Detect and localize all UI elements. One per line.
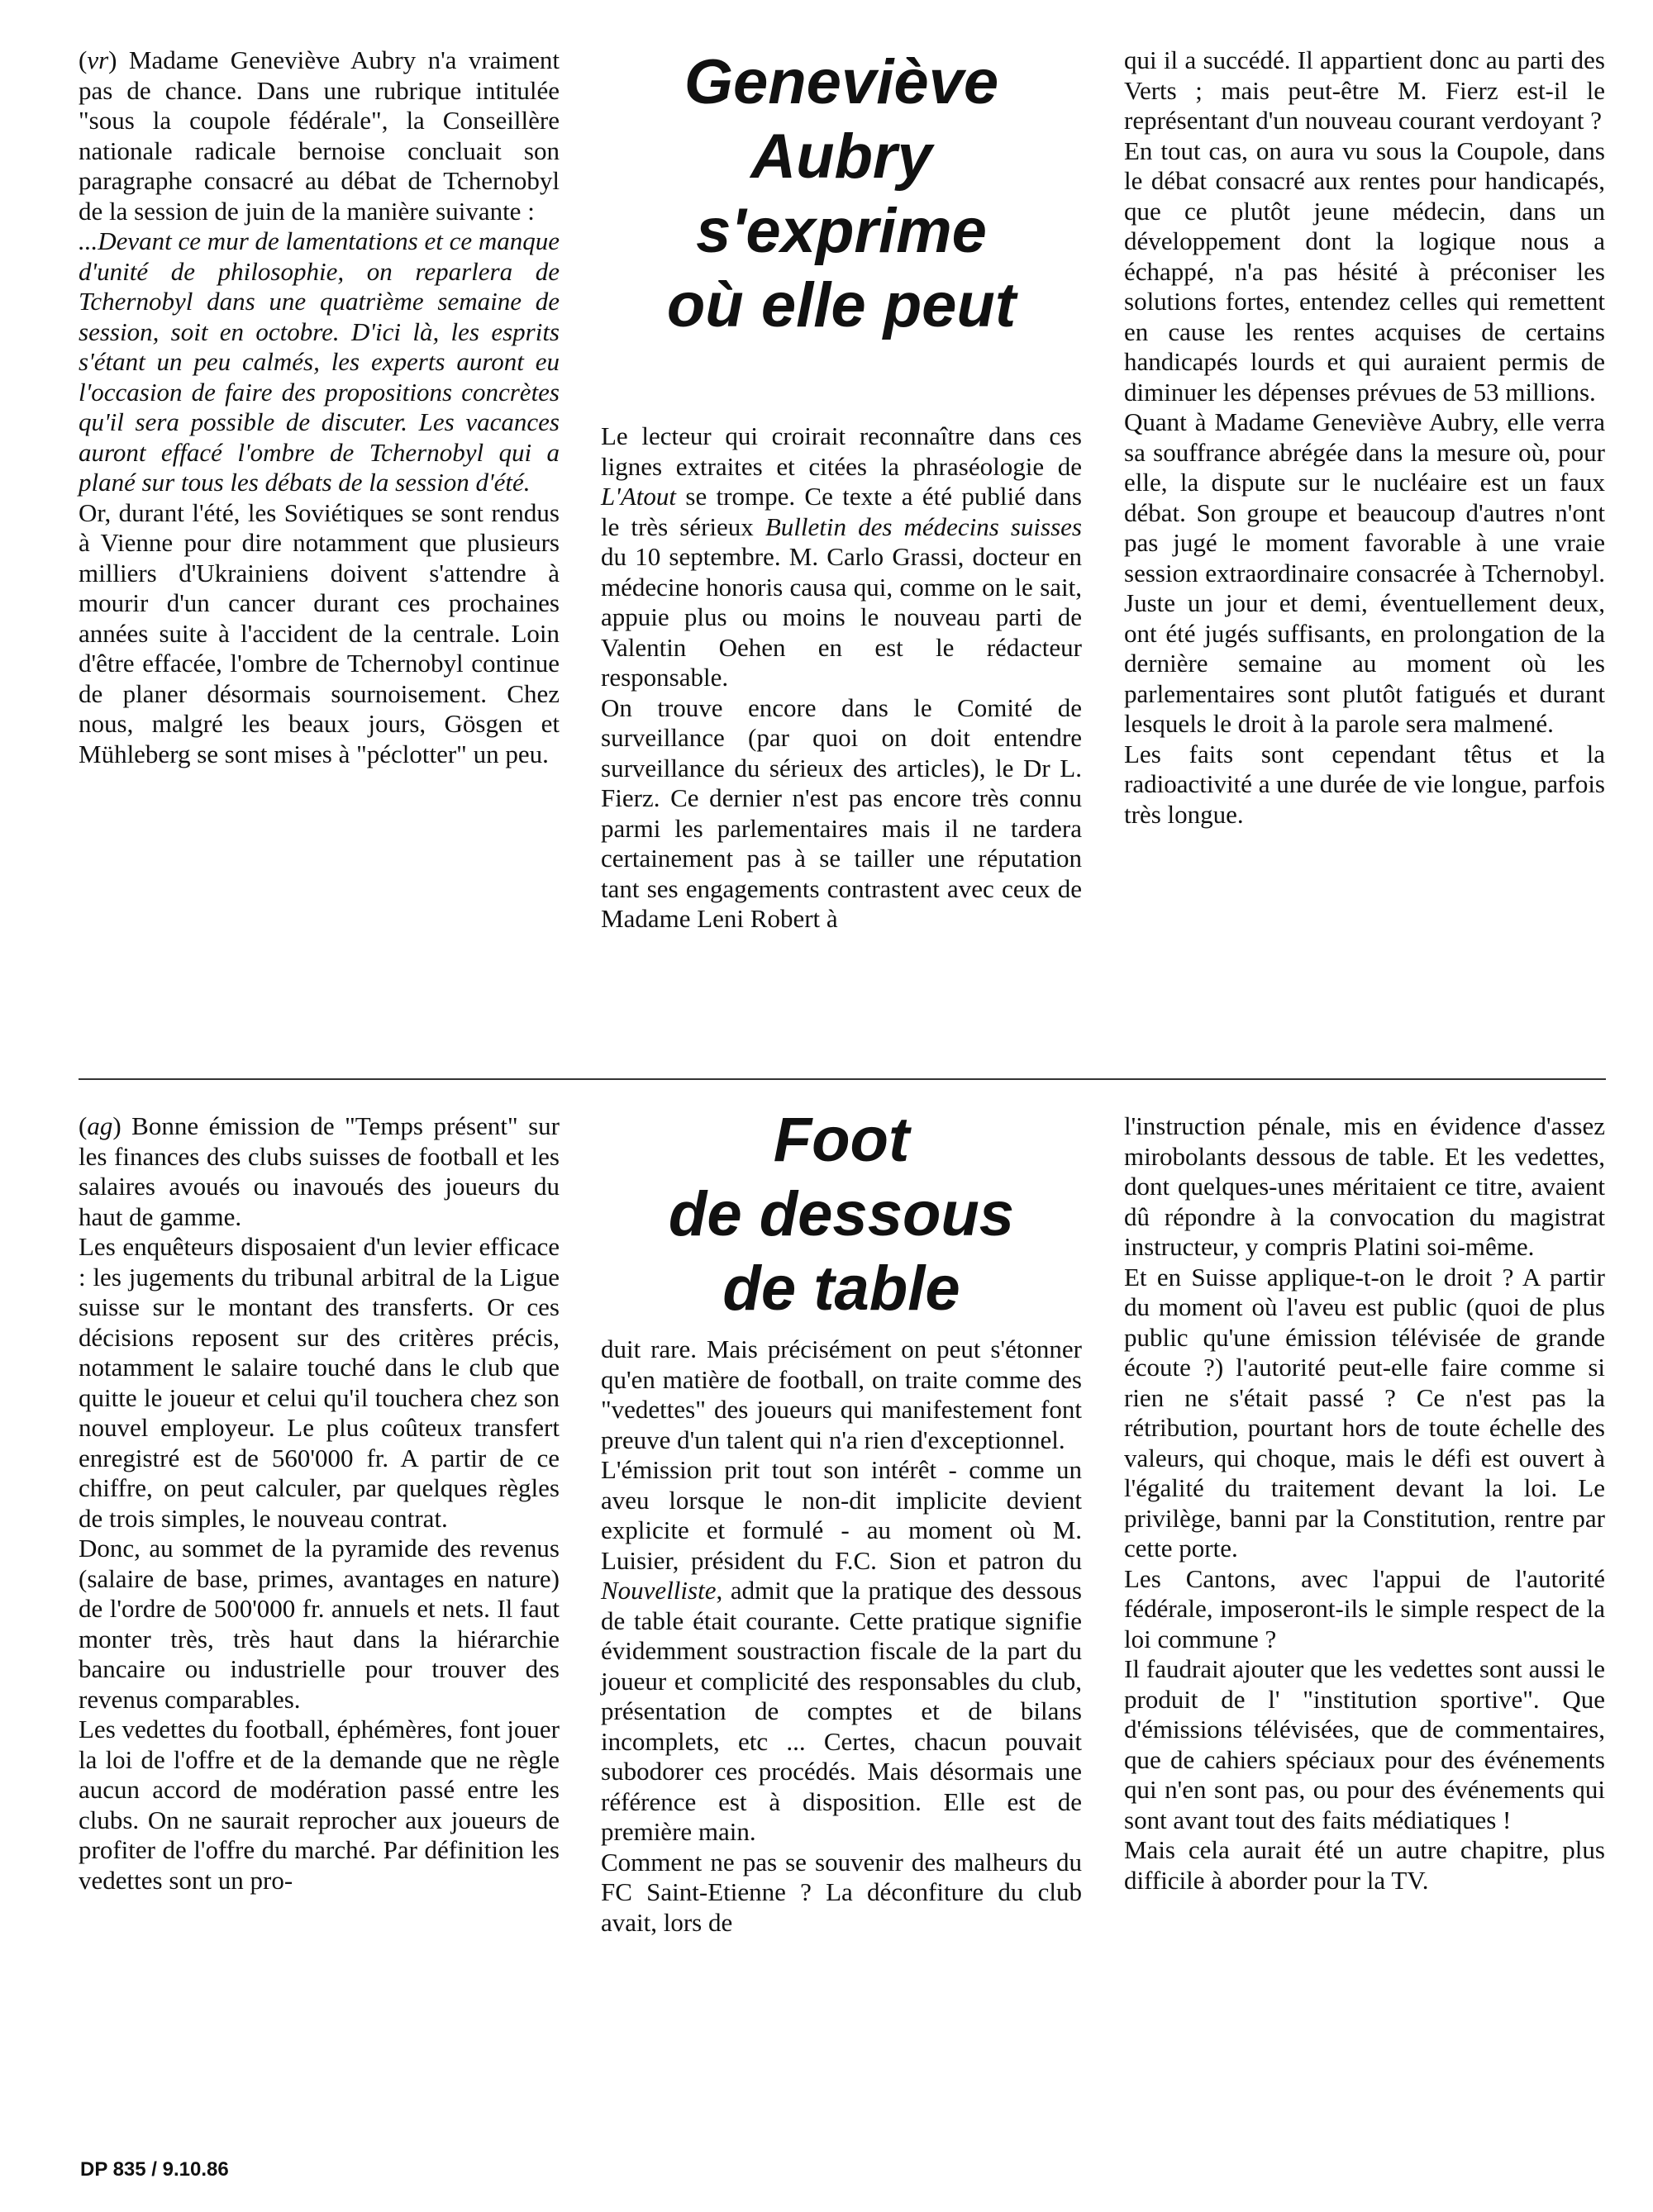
- paragraph-text: Madame Geneviève Aubry n'a vraiment pas de chance. Dans une rubrique intitulée "sous la coupole fédérale", la Conseillère nationale radicale bernoise concluait son paragraphe consacré au débat de Tchernobyl de la session de juin de la manière suivante :: [79, 45, 560, 226]
- paragraph: Et en Suisse applique-t-on le droit ? A partir du moment où l'aveu est public (quoi de plus public qu'une émission télévisée de grande écoute ?) l'autorité peut-elle faire comme si rien ne s'était passé ? Ce n'est pas la rétribution, pourtant hors de toute échelle des valeurs, qui choque, mais le défi est ouvert à l'égalité du traitement devant la loi. Le privilège, banni par la Constitution, rentre par cette porte.: [1124, 1262, 1605, 1563]
- author-initials: ag: [87, 1111, 113, 1140]
- author-initials: vr: [87, 45, 109, 74]
- paragraph: En tout cas, on aura vu sous la Coupole, dans le débat consacré aux rentes pour handicapés, que ce plutôt jeune médecin, dans un développement dont la logique nous a échappé, n'a pas hésité à préconiser les solutions fortes, entendez celles qui remettent en cause les rentes acquises de certains handicapés lourds et qui auraient permis de diminuer les dépenses prévues de 53 millions.: [1124, 136, 1605, 407]
- headline-line: de table: [722, 1253, 960, 1324]
- paragraph: Donc, au sommet de la pyramide des revenus (salaire de base, primes, avantages en nature) de l'ordre de 500'000 fr. annuels et nets. Il faut monter très, très haut dans la hiérarchie bancaire ou industrielle pour trouver des revenus comparables.: [79, 1534, 560, 1714]
- quote-text: ...Devant ce mur de lamentations et ce manque d'unité de philosophie, on reparlera de Tchernobyl dans une quatrième semaine de session, soit en octobre. D'ici là, les esprits s'étant un peu calmés, les experts auront eu l'occasion de faire des propositions concrètes qu'il sera possible de discuter. Les vacances auront effacé l'ombre de Tchernobyl qui a plané sur tous les débats de la session d'été.: [79, 226, 560, 497]
- paragraph: Quant à Madame Geneviève Aubry, elle verra sa souffrance abrégée dans la mesure où, pour elle, la dispute sur le nucléaire est un faux débat. Son groupe et beaucoup d'autres n'ont pas jugé le moment favorable à une vraie session extraordinaire consacrée à Tchernobyl. Juste un jour et demi, éventuellement deux, ont été jugés suffisants, en prolongation de la dernière semaine au moment où les parlementaires sont plutôt fatigués et durant lesquels le droit à la parole sera malmené.: [1124, 407, 1605, 738]
- article1-column-3: [1124, 45, 1605, 830]
- paragraph: duit rare. Mais précisément on peut s'étonner qu'en matière de football, on traite comme des "vedettes" des joueurs qui manifestement font preuve d'un talent qui n'a rien d'exceptionnel.: [601, 1334, 1082, 1454]
- section-divider: [79, 1078, 1606, 1080]
- paragraph: Les enquêteurs disposaient d'un levier efficace : les jugements du tribunal arbitral de la Ligue suisse sur le montant des transferts. Or ces décisions reposent sur des critères précis, notamment le salaire touché dans le club que quitte le joueur et celui qu'il touchera chez son nouvel employeur. Le plus coûteux transfert enregistré est de 560'000 fr. A partir de ce chiffre, on peut calculer, par quelques règles de trois simples, le nouveau contrat.: [79, 1232, 560, 1533]
- paragraph: Comment ne pas se souvenir des malheurs du FC Saint-Etienne ? La déconfiture du club avait, lors de: [601, 1847, 1082, 1937]
- paragraph: Les faits sont cependant têtus et la radioactivité a une durée de vie longue, parfois très longue.: [1124, 739, 1605, 829]
- headline-line: s'exprime: [696, 196, 987, 266]
- article2-column-1: [79, 1111, 560, 1896]
- publication-title: L'Atout: [601, 482, 677, 511]
- paragraph: Or, durant l'été, les Soviétiques se sont rendus à Vienne pour dire notamment que plusieurs milliers d'Ukrainiens doivent s'attendre à mourir d'un cancer durant ces prochaines années suite à l'accident de la centrale. Loin d'être effacée, l'ombre de Tchernobyl continue de planer désormais sournoisement. Chez nous, malgré les beaux jours, Gösgen et Mühleberg se sont mises à "péclotter" un peu.: [79, 497, 560, 768]
- paragraph-text: du 10 septembre. M. Carlo Grassi, docteur en médecine honoris causa qui, comme on le sait, appuie plus ou moins le nouveau parti de Valentin Oehen en est le rédacteur responsable.: [601, 542, 1082, 692]
- paragraph: [601, 1455, 1082, 1848]
- article1-column-1: [79, 45, 560, 769]
- headline-line: Geneviève: [684, 47, 999, 117]
- article2-column-2: [601, 1334, 1082, 1938]
- paragraph: On trouve encore dans le Comité de surveillance (par quoi on doit entendre surveillance du sérieux des articles), le Dr L. Fierz. Ce dernier n'est pas encore très connu parmi les parlementaires mais il ne tardera certainement pas à se tailler une réputation tant ses engagements contrastent avec ceux de Madame Leni Robert à: [601, 692, 1082, 933]
- paragraph-text: , admit que la pratique des dessous de table était courante. Cette pratique signifie évidemment soustraction fiscale de la part du joueur et complicité des responsables du club, présentation de comptes et de bilans incomplets, etc ... Certes, chacun pouvait subodorer ces procédés. Mais désormais une référence est à disposition. Elle est de première main.: [601, 1576, 1082, 1846]
- paragraph: Les Cantons, avec l'appui de l'autorité fédérale, imposeront-ils le simple respect de la loi commune ?: [1124, 1563, 1605, 1653]
- paragraph-text: Bonne émission de "Temps présent" sur les finances des clubs suisses de football et les salaires avoués ou inavoués des joueurs du haut de gamme.: [79, 1111, 560, 1231]
- paragraph: Les vedettes du football, éphémères, font jouer la loi de l'offre et de la demande que ne règle aucun accord de modération passé entre les clubs. On ne saurait reprocher aux joueurs de profiter de l'offre du marché. Par définition les vedettes sont un pro-: [79, 1715, 560, 1895]
- article2-headline: [601, 1103, 1082, 1326]
- paragraph-text: L'émission prit tout son intérêt - comme un aveu lorsque le non-dit implicite devient explicite et formulé - au moment où M. Luisier, président du F.C. Sion et patron du: [601, 1455, 1082, 1575]
- headline-line: Foot: [773, 1105, 910, 1175]
- paragraph: [601, 421, 1082, 693]
- paragraph: l'instruction pénale, mis en évidence d'assez mirobolants dessous de table. Et les vedettes, dont quelques-unes méritaient ce titre, avaient dû répondre à la convocation du magistrat instructeur, y compris Platini soi-même.: [1124, 1111, 1605, 1261]
- article1-headline: [601, 45, 1082, 343]
- quote-paragraph: [79, 226, 560, 498]
- article2-column-3: [1124, 1111, 1605, 1896]
- paragraph: Il faudrait ajouter que les vedettes sont aussi le produit de l' "institution sportive". Que d'émissions télévisées, que de commentaires, que de cahiers spéciaux pour des événements qui n'en sont pas, ou pour des événements qui sont avant tout des faits médiatiques !: [1124, 1654, 1605, 1834]
- paragraph-text: se trompe. Ce texte a été publié dans le très sérieux: [601, 482, 1082, 541]
- headline-line: Aubry: [750, 121, 932, 192]
- article1-column-2: [601, 421, 1082, 935]
- publication-title: Bulletin des médecins suisses: [765, 511, 1082, 541]
- paragraph: (ag) Bonne émission de "Temps présent" sur les finances des clubs suisses de football et les salaires avoués ou inavoués des joueurs du haut de gamme.: [79, 1111, 560, 1231]
- paragraph: Mais cela aurait été un autre chapitre, plus difficile à aborder pour la TV.: [1124, 1835, 1605, 1895]
- paragraph: (vr) Madame Geneviève Aubry n'a vraiment pas de chance. Dans une rubrique intitulée "sous la coupole fédérale", la Conseillère nationale radicale bernoise concluait son paragraphe consacré au débat de Tchernobyl de la session de juin de la manière suivante :: [79, 45, 560, 226]
- paragraph-text: Le lecteur qui croirait reconnaître dans ces lignes extraites et citées la phraséologie de: [601, 421, 1082, 481]
- headline-line: de dessous: [668, 1179, 1015, 1249]
- publication-title: Nouvelliste: [601, 1576, 717, 1605]
- issue-footer: DP 835 / 9.10.86: [80, 2158, 229, 2181]
- paragraph: qui il a succédé. Il appartient donc au parti des Verts ; mais peut-être M. Fierz est-il le représentant d'un nouveau courant verdoyant ?: [1124, 45, 1605, 135]
- headline-line: où elle peut: [666, 270, 1017, 340]
